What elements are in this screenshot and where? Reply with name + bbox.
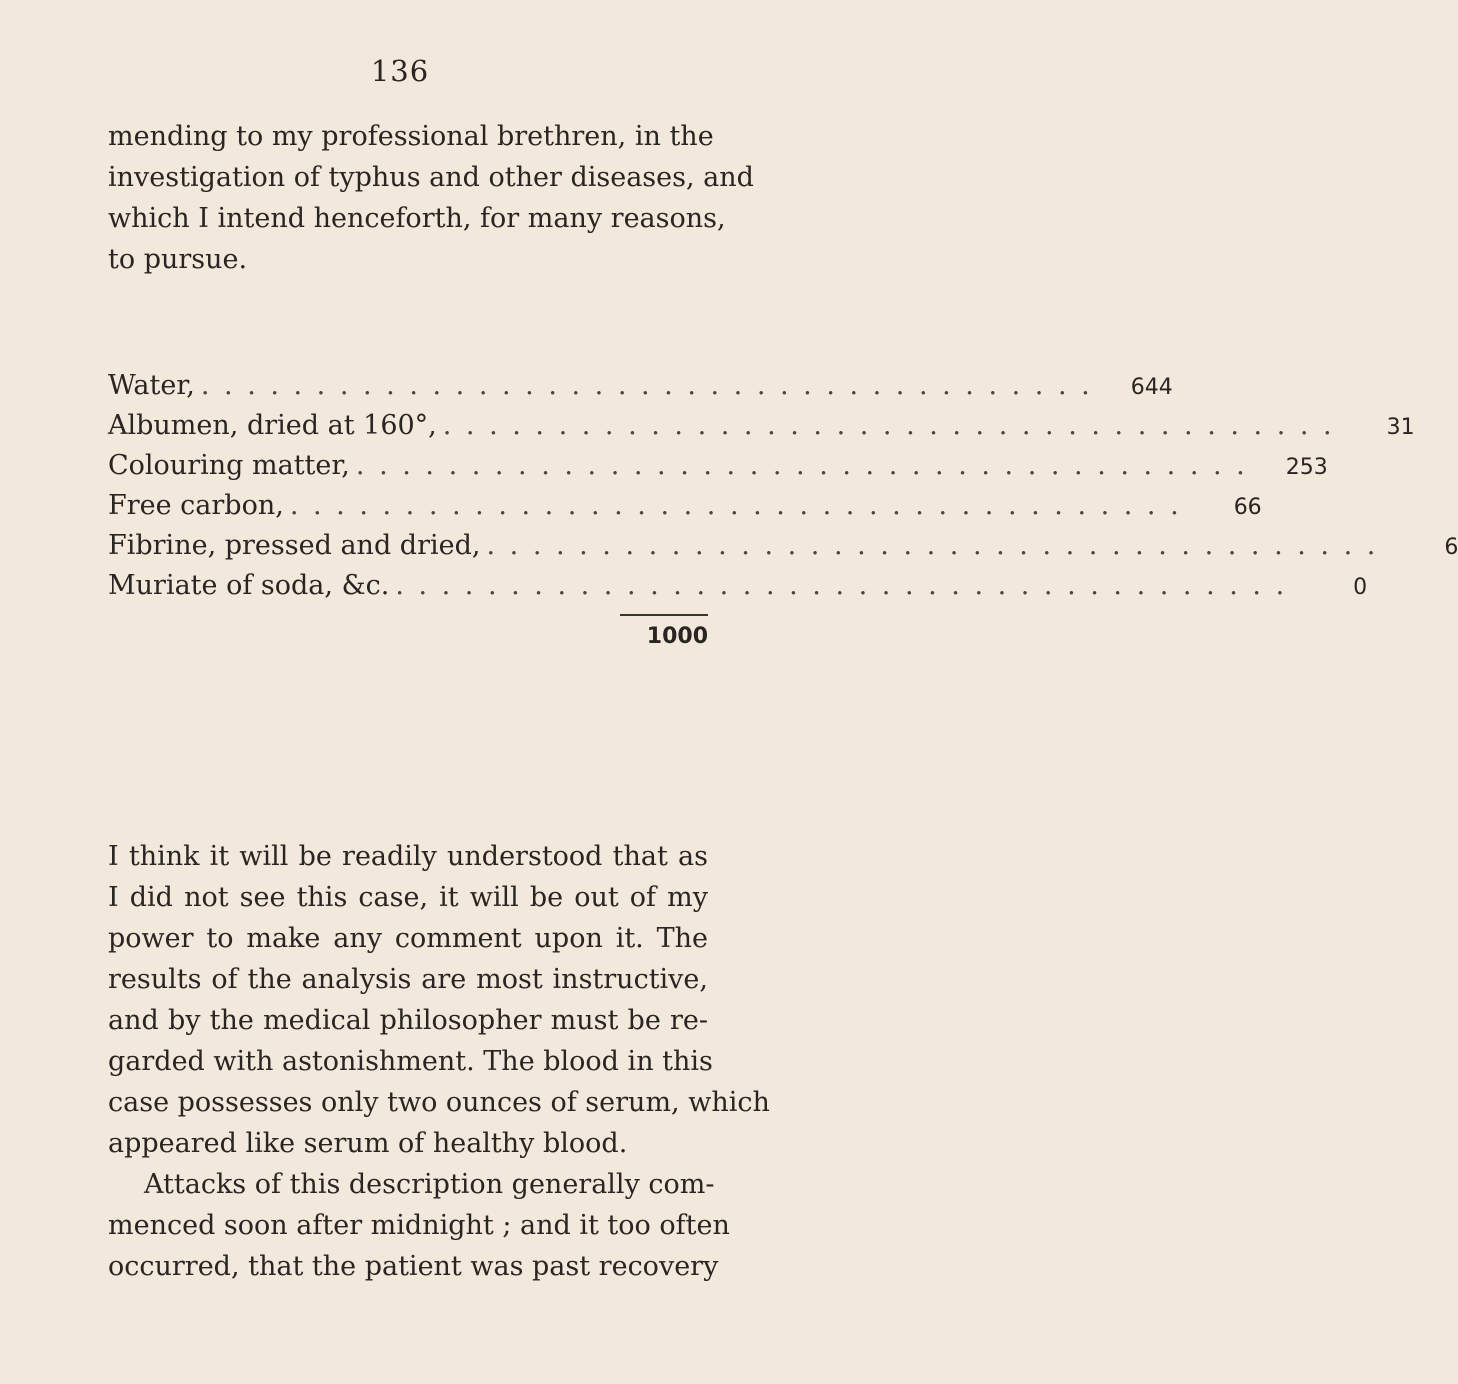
table-row <box>108 570 1368 610</box>
sum-rule <box>620 614 708 616</box>
table-row <box>108 370 1173 410</box>
row-value: 6 <box>1444 535 1458 560</box>
row-label: Fibrine, pressed and dried, <box>108 530 481 561</box>
text-line: Attacks of this description generally com- <box>144 1169 715 1200</box>
text-line: case possesses only two ounces of serum, which <box>108 1087 770 1118</box>
row-label: Colouring matter, <box>108 450 350 481</box>
table-row <box>108 490 1262 530</box>
text-line: menced soon after midnight ; and it too often <box>108 1210 730 1241</box>
text-line: and by the medical philosopher must be re- <box>108 1005 708 1036</box>
row-label: Albumen, dried at 160°, <box>108 410 437 441</box>
text-line: I think it will be readily understood that as <box>108 841 708 872</box>
dot-leader: . . . . . . . . . . . . . . . . . . . . . . . . . . . . . . . . . . . . . . . <box>395 570 1288 601</box>
row-value: 0 <box>1353 575 1368 600</box>
text-line: I did not see this case, it will be out of my <box>108 882 708 913</box>
text-line: appeared like serum of healthy blood. <box>108 1128 628 1159</box>
row-label: Muriate of soda, &c. <box>108 570 390 601</box>
blood-analysis-table <box>108 370 1458 610</box>
dot-leader: . . . . . . . . . . . . . . . . . . . . . . . . . . . . . . . . . . . . . . . <box>355 450 1248 481</box>
text-line: garded with astonishment. The blood in this <box>108 1046 713 1077</box>
dot-leader: . . . . . . . . . . . . . . . . . . . . . . . . . . . . . . . . . . . . . . . <box>289 490 1182 521</box>
dot-leader: . . . . . . . . . . . . . . . . . . . . . . . . . . . . . . . . . . . . . . . <box>200 370 1093 401</box>
row-label: Free carbon, <box>108 490 284 521</box>
paragraph-commentary <box>108 836 770 1287</box>
text-line: to pursue. <box>108 244 248 275</box>
dot-leader: . . . . . . . . . . . . . . . . . . . . . . . . . . . . . . . . . . . . . . . <box>442 410 1335 441</box>
text-line: occurred, that the patient was past recovery <box>108 1251 719 1282</box>
row-value: 31 <box>1386 415 1415 440</box>
row-value: 644 <box>1130 375 1173 400</box>
text-line: power to make any comment upon it. The <box>108 923 708 954</box>
table-row <box>108 530 1458 570</box>
page-number: 136 <box>370 54 430 88</box>
row-value: 253 <box>1285 455 1328 480</box>
text-line: which I intend henceforth, for many reasons, <box>108 203 726 234</box>
text-line: investigation of typhus and other diseases, and <box>108 162 754 193</box>
table-row <box>108 410 1415 450</box>
dot-leader: . . . . . . . . . . . . . . . . . . . . . . . . . . . . . . . . . . . . . . . <box>486 530 1379 561</box>
table-row <box>108 450 1328 490</box>
row-label: Water, <box>108 370 195 401</box>
text-line: mending to my professional brethren, in the <box>108 121 714 152</box>
analysis-total: 1000 <box>646 624 708 649</box>
text-line: results of the analysis are most instructive, <box>108 964 708 995</box>
paragraph-intro <box>108 116 754 280</box>
row-value: 66 <box>1233 495 1262 520</box>
